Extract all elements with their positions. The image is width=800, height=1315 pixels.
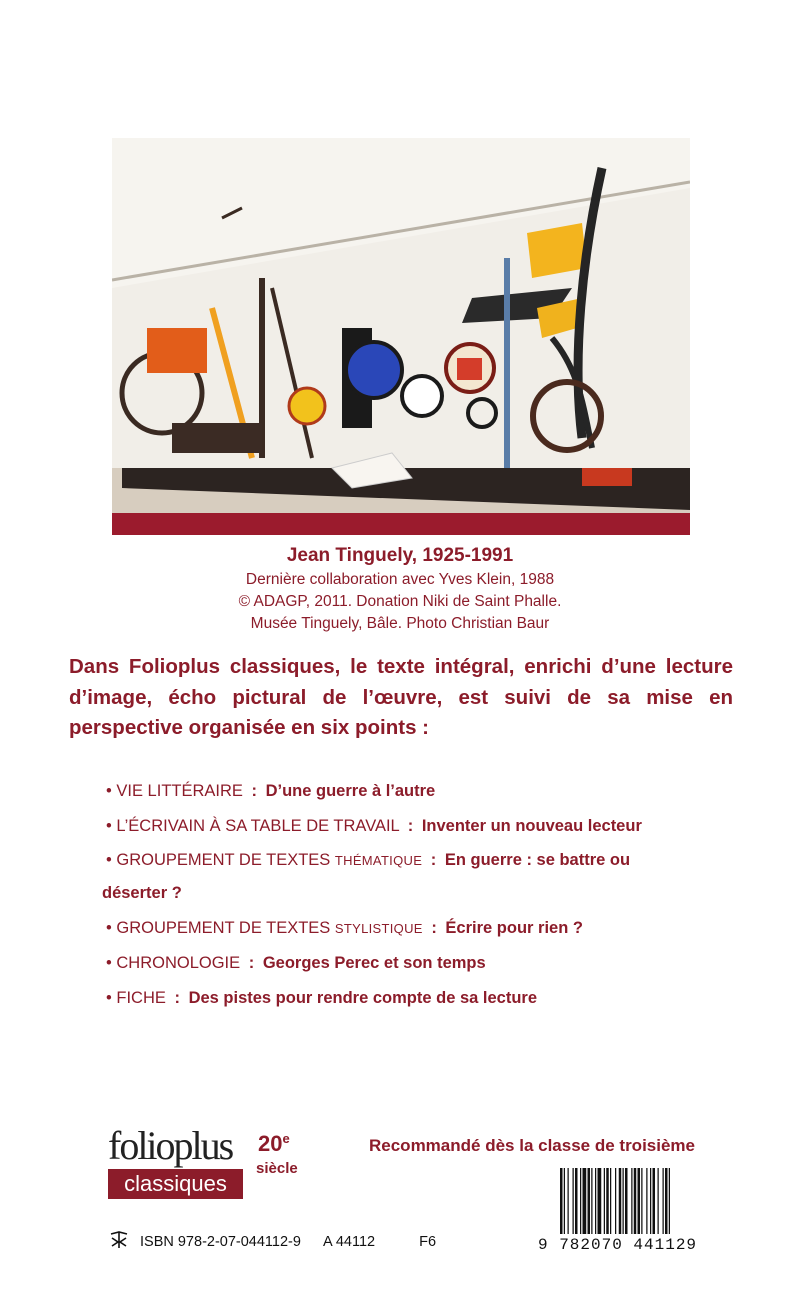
logo-folioplus-text: folioplus	[108, 1123, 233, 1168]
points-list	[102, 775, 746, 1016]
point-title: Inventer un nouveau lecteur	[421, 816, 642, 835]
point-title-continuation: déserter ?	[102, 884, 182, 902]
barcode-bar	[588, 1168, 591, 1234]
point-section: GROUPEMENT DE TEXTES	[116, 918, 331, 937]
isbn-row	[108, 1230, 436, 1254]
barcode-bar	[663, 1168, 664, 1234]
cover-artwork-photo	[112, 138, 690, 535]
barcode-bar	[638, 1168, 641, 1234]
point-section: CHRONOLOGIE	[116, 954, 241, 972]
point-title: Écrire pour rien ?	[445, 918, 583, 937]
barcode-bar	[560, 1168, 563, 1234]
barcode-bar	[641, 1168, 642, 1234]
barcode-bar	[646, 1168, 647, 1234]
bullet: •	[106, 954, 112, 972]
barcode-bar	[606, 1168, 609, 1234]
century-suffix: e	[282, 1131, 290, 1146]
point-section: VIE LITTÉRAIRE	[116, 782, 243, 800]
bullet: •	[106, 851, 112, 869]
point-separator: :	[430, 851, 437, 869]
barcode-bar	[631, 1168, 632, 1234]
point-separator: :	[248, 954, 255, 972]
barcode-bar	[665, 1168, 668, 1234]
point-subsection: STYLISTIQUE	[334, 920, 423, 936]
barcode-bar	[568, 1168, 569, 1234]
caption-line-2: © ADAGP, 2011. Donation Niki de Saint Phalle.	[238, 593, 562, 610]
point-title: Des pistes pour rendre compte de sa lecture	[188, 988, 538, 1007]
logo-siecle-text: siècle	[256, 1160, 298, 1177]
barcode-bar	[625, 1168, 628, 1234]
list-item	[106, 912, 746, 945]
point-section: L’ÉCRIVAIN À SA TABLE DE TRAVAIL	[116, 816, 400, 835]
barcode-image	[560, 1168, 734, 1234]
barcode-bar	[598, 1168, 602, 1234]
list-item	[106, 982, 746, 1014]
barcode-digits: 9 782070 441129	[538, 1236, 698, 1254]
barcode-bar	[564, 1168, 565, 1234]
point-title: Georges Perec et son temps	[262, 954, 486, 972]
caption-line-3: Musée Tinguely, Bâle. Photo Christian Baur	[250, 615, 550, 632]
barcode-bar	[615, 1168, 616, 1234]
point-separator: :	[251, 782, 257, 800]
logo-century	[258, 1132, 290, 1156]
logo-classiques-text: classiques	[108, 1169, 243, 1199]
point-separator: :	[431, 918, 437, 937]
point-separator: :	[174, 988, 180, 1007]
list-item	[106, 810, 746, 842]
isbn-text: ISBN 978-2-07-044112-9	[140, 1234, 301, 1250]
photo-caption	[0, 540, 800, 635]
intro-paragraph: Dans Folioplus classiques, le texte intégral, enrichi d’une lecture d’image, écho pictural de l’œuvre, est suivi de sa mise en perspective organisée en six points :	[69, 655, 733, 739]
barcode-bar	[595, 1168, 596, 1234]
point-section: FICHE	[116, 988, 166, 1007]
barcode-bar	[583, 1168, 587, 1234]
reference-code: A 44112	[322, 1234, 376, 1250]
barcode-bar	[650, 1168, 651, 1234]
point-section: GROUPEMENT DE TEXTES	[116, 851, 331, 869]
list-item	[106, 775, 746, 807]
barcode-bar	[658, 1168, 659, 1234]
barcode-bar	[623, 1168, 624, 1234]
list-item	[102, 844, 746, 909]
bullet: •	[106, 918, 112, 937]
folioplus-logo	[108, 1123, 308, 1208]
point-title: D’une guerre à l’autre	[265, 782, 436, 800]
point-title: En guerre : se battre ou	[444, 851, 631, 869]
point-separator: :	[407, 816, 414, 835]
caption-title: Jean Tinguely, 1925-1991	[286, 545, 514, 566]
recommendation-text: Recommandé dès la classe de troisième	[369, 1136, 695, 1155]
barcode-bar	[591, 1168, 592, 1234]
barcode-bar	[634, 1168, 637, 1234]
barcode-bar	[580, 1168, 581, 1234]
list-item	[106, 947, 746, 979]
point-subsection: THÉMATIQUE	[334, 853, 423, 868]
caption-line-1: Dernière collaboration avec Yves Klein, 1988	[245, 571, 555, 588]
barcode-bar	[610, 1168, 611, 1234]
bullet: •	[106, 988, 112, 1007]
publisher-mark-icon	[108, 1230, 130, 1254]
barcode-bar	[573, 1168, 574, 1234]
bullet: •	[106, 782, 112, 800]
barcode-bar	[619, 1168, 622, 1234]
century-number: 20	[258, 1131, 283, 1156]
barcode-bar	[575, 1168, 578, 1234]
bullet: •	[106, 816, 112, 835]
barcode-bar	[653, 1168, 656, 1234]
barcode-bar	[669, 1168, 670, 1234]
price-code: F6	[419, 1234, 437, 1250]
barcode-bar	[604, 1168, 605, 1234]
